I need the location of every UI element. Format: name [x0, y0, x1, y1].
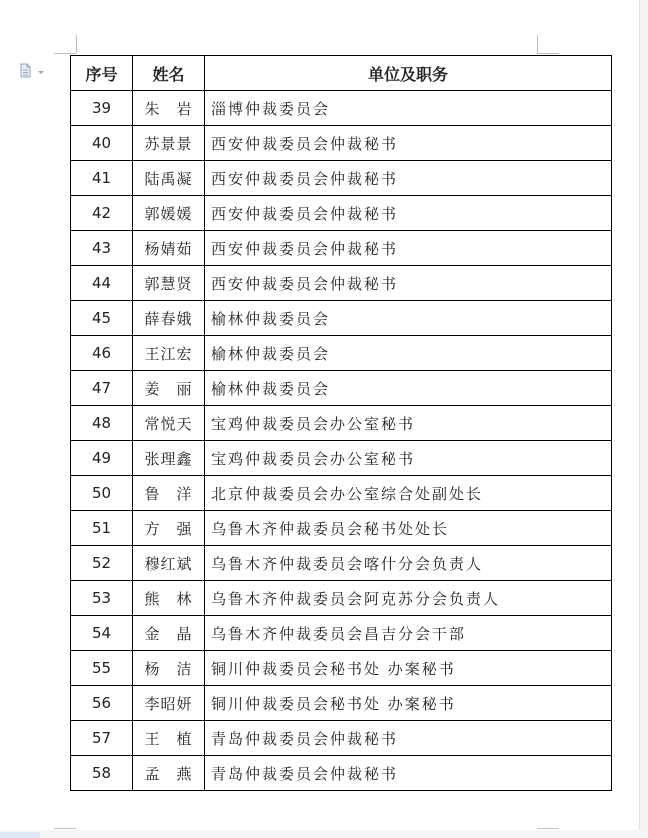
row-index-cell: 40 — [71, 126, 133, 161]
table-row — [71, 511, 612, 546]
row-index-cell: 41 — [71, 161, 133, 196]
row-name-cell: 孟 燕 — [133, 756, 205, 791]
row-org-cell: 青岛仲裁委员会仲裁秘书 — [205, 721, 612, 756]
row-org-cell: 青岛仲裁委员会仲裁秘书 — [205, 756, 612, 791]
row-org-cell: 榆林仲裁委员会 — [205, 336, 612, 371]
vertical-scrollbar[interactable] — [639, 0, 648, 838]
table-row — [71, 476, 612, 511]
row-org-cell: 北京仲裁委员会办公室综合处副处长 — [205, 476, 612, 511]
page-corner-mark — [537, 53, 559, 54]
row-name-cell: 张理鑫 — [133, 441, 205, 476]
row-index-cell: 47 — [71, 371, 133, 406]
table-row — [71, 546, 612, 581]
row-name-cell: 王江宏 — [133, 336, 205, 371]
document-options-icon[interactable] — [19, 63, 45, 79]
row-org-cell: 榆林仲裁委员会 — [205, 301, 612, 336]
row-org-cell: 西安仲裁委员会仲裁秘书 — [205, 161, 612, 196]
row-name-cell: 朱 岩 — [133, 91, 205, 126]
row-org-cell: 铜川仲裁委员会秘书处 办案秘书 — [205, 651, 612, 686]
row-index-cell: 39 — [71, 91, 133, 126]
page-corner-mark — [537, 828, 559, 829]
table-row — [71, 196, 612, 231]
row-name-cell: 穆红斌 — [133, 546, 205, 581]
table-row — [71, 336, 612, 371]
row-index-cell: 44 — [71, 266, 133, 301]
table-row — [71, 231, 612, 266]
row-org-cell: 榆林仲裁委员会 — [205, 371, 612, 406]
row-org-cell: 西安仲裁委员会仲裁秘书 — [205, 126, 612, 161]
table-row — [71, 441, 612, 476]
row-name-cell: 李昭妍 — [133, 686, 205, 721]
row-name-cell: 常悦天 — [133, 406, 205, 441]
column-header-org: 单位及职务 — [205, 56, 612, 91]
row-name-cell: 陆禹凝 — [133, 161, 205, 196]
row-name-cell: 薛春娥 — [133, 301, 205, 336]
table-row — [71, 161, 612, 196]
table-row — [71, 406, 612, 441]
row-index-cell: 48 — [71, 406, 133, 441]
table-row — [71, 616, 612, 651]
row-org-cell: 乌鲁木齐仲裁委员会秘书处处长 — [205, 511, 612, 546]
column-header-name: 姓名 — [133, 56, 205, 91]
row-name-cell: 姜 丽 — [133, 371, 205, 406]
row-index-cell: 52 — [71, 546, 133, 581]
table-row — [71, 371, 612, 406]
table-body — [71, 91, 612, 791]
personnel-table — [70, 55, 612, 791]
row-name-cell: 杨婧茹 — [133, 231, 205, 266]
row-index-cell: 51 — [71, 511, 133, 546]
table-row — [71, 301, 612, 336]
row-index-cell: 54 — [71, 616, 133, 651]
row-index-cell: 55 — [71, 651, 133, 686]
status-accent — [0, 832, 40, 838]
row-index-cell: 46 — [71, 336, 133, 371]
row-org-cell: 乌鲁木齐仲裁委员会喀什分会负责人 — [205, 546, 612, 581]
row-index-cell: 45 — [71, 301, 133, 336]
row-name-cell: 苏景景 — [133, 126, 205, 161]
table-header-row — [71, 56, 612, 91]
row-index-cell: 56 — [71, 686, 133, 721]
row-name-cell: 鲁 洋 — [133, 476, 205, 511]
page-corner-mark — [537, 35, 538, 53]
table-row — [71, 686, 612, 721]
table-row — [71, 266, 612, 301]
row-org-cell: 铜川仲裁委员会秘书处 办案秘书 — [205, 686, 612, 721]
table-row — [71, 581, 612, 616]
table-row — [71, 721, 612, 756]
row-index-cell: 42 — [71, 196, 133, 231]
row-index-cell: 43 — [71, 231, 133, 266]
table-row — [71, 756, 612, 791]
row-org-cell: 宝鸡仲裁委员会办公室秘书 — [205, 406, 612, 441]
row-name-cell: 郭媛媛 — [133, 196, 205, 231]
row-name-cell: 王 植 — [133, 721, 205, 756]
page-corner-mark — [54, 53, 76, 54]
column-header-index: 序号 — [71, 56, 133, 91]
row-org-cell: 乌鲁木齐仲裁委员会阿克苏分会负责人 — [205, 581, 612, 616]
page-corner-mark — [54, 828, 76, 829]
row-index-cell: 53 — [71, 581, 133, 616]
row-name-cell: 杨 洁 — [133, 651, 205, 686]
row-index-cell: 50 — [71, 476, 133, 511]
row-index-cell: 57 — [71, 721, 133, 756]
row-org-cell: 西安仲裁委员会仲裁秘书 — [205, 196, 612, 231]
page-corner-mark — [76, 35, 77, 53]
row-name-cell: 方 强 — [133, 511, 205, 546]
table-row — [71, 651, 612, 686]
row-org-cell: 淄博仲裁委员会 — [205, 91, 612, 126]
row-org-cell: 宝鸡仲裁委员会办公室秘书 — [205, 441, 612, 476]
row-org-cell: 西安仲裁委员会仲裁秘书 — [205, 266, 612, 301]
bottom-status-strip — [0, 830, 648, 838]
row-org-cell: 乌鲁木齐仲裁委员会昌吉分会干部 — [205, 616, 612, 651]
row-index-cell: 49 — [71, 441, 133, 476]
table-row — [71, 91, 612, 126]
row-name-cell: 金 晶 — [133, 616, 205, 651]
table-row — [71, 126, 612, 161]
row-org-cell: 西安仲裁委员会仲裁秘书 — [205, 231, 612, 266]
row-index-cell: 58 — [71, 756, 133, 791]
row-name-cell: 熊 林 — [133, 581, 205, 616]
row-name-cell: 郭慧贤 — [133, 266, 205, 301]
